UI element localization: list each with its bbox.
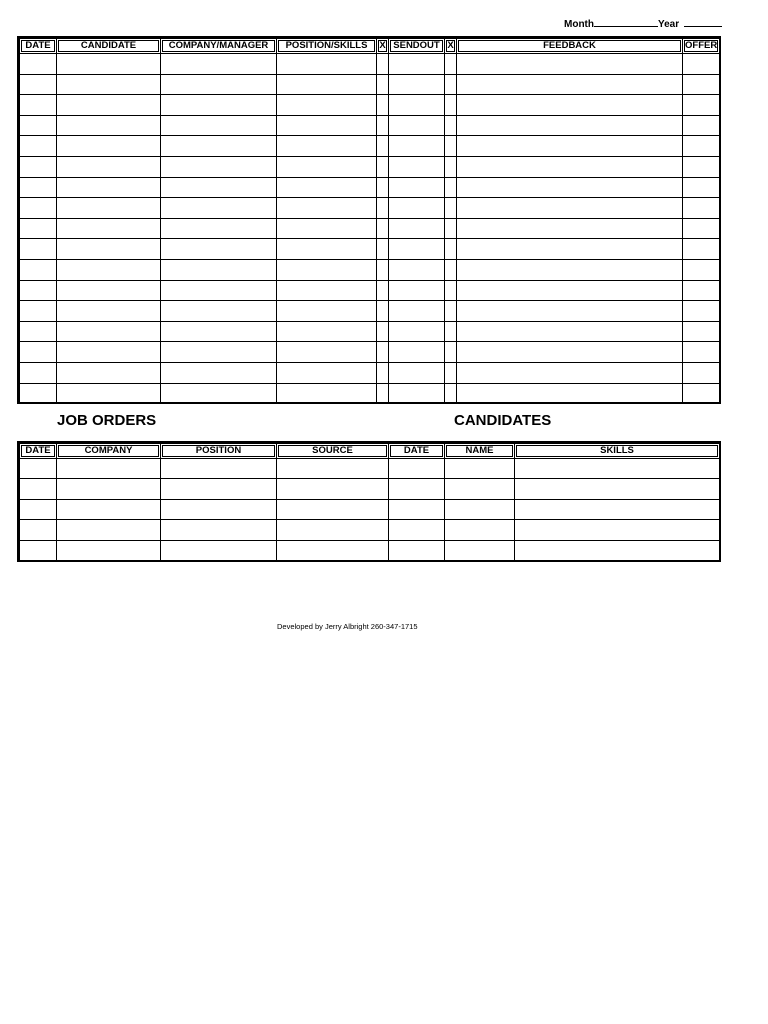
year-label: Year (658, 19, 680, 30)
table-cell[interactable] (377, 218, 389, 239)
table-cell[interactable] (377, 342, 389, 363)
table-cell[interactable] (20, 115, 57, 136)
column-header-position: POSITION (161, 444, 277, 459)
table-cell[interactable] (683, 136, 720, 157)
table-cell[interactable] (457, 259, 683, 280)
table-cell[interactable] (161, 218, 277, 239)
table-cell[interactable] (445, 479, 515, 499)
table-cell[interactable] (57, 321, 161, 342)
table-cell[interactable] (683, 383, 720, 404)
table-cell[interactable] (277, 383, 377, 404)
table-row (20, 259, 720, 280)
table-row (20, 499, 720, 519)
table-cell[interactable] (683, 321, 720, 342)
table-cell[interactable] (161, 301, 277, 322)
table-cell[interactable] (389, 383, 445, 404)
table-cell[interactable] (445, 280, 457, 301)
table-cell[interactable] (445, 459, 515, 479)
footer-credit: Developed by Jerry Albright 260-347-1715 (277, 622, 418, 631)
table-row (20, 239, 720, 260)
table-cell[interactable] (20, 540, 57, 560)
table-cell[interactable] (57, 177, 161, 198)
month-field[interactable] (594, 17, 658, 27)
table-cell[interactable] (457, 177, 683, 198)
table-row (20, 479, 720, 499)
table-cell[interactable] (161, 136, 277, 157)
column-header-company-manager: COMPANY/MANAGER (161, 39, 277, 54)
table-row (20, 321, 720, 342)
table-cell[interactable] (161, 54, 277, 75)
table-cell[interactable] (377, 115, 389, 136)
table-cell[interactable] (57, 520, 161, 540)
table-cell[interactable] (277, 321, 377, 342)
table-cell[interactable] (445, 54, 457, 75)
table-cell[interactable] (20, 383, 57, 404)
table-row (20, 218, 720, 239)
table-cell[interactable] (20, 479, 57, 499)
table-cell[interactable] (683, 342, 720, 363)
table-cell[interactable] (161, 239, 277, 260)
table-cell[interactable] (161, 74, 277, 95)
table-cell[interactable] (445, 540, 515, 560)
table-cell[interactable] (683, 301, 720, 322)
table-row (20, 280, 720, 301)
table-cell[interactable] (277, 198, 377, 219)
table-cell[interactable] (57, 301, 161, 322)
table-cell[interactable] (683, 280, 720, 301)
table-cell[interactable] (445, 342, 457, 363)
table-cell[interactable] (57, 459, 161, 479)
table-cell[interactable] (389, 362, 445, 383)
table-cell[interactable] (20, 95, 57, 116)
tracking-header-row (20, 39, 720, 54)
table-cell[interactable] (377, 321, 389, 342)
table-cell[interactable] (277, 301, 377, 322)
column-header-order-date: DATE (20, 444, 57, 459)
column-header-company: COMPANY (57, 444, 161, 459)
table-cell[interactable] (57, 239, 161, 260)
table-cell[interactable] (445, 95, 457, 116)
table-cell[interactable] (277, 136, 377, 157)
table-cell[interactable] (389, 95, 445, 116)
table-cell[interactable] (57, 342, 161, 363)
table-cell[interactable] (377, 280, 389, 301)
table-cell[interactable] (515, 520, 720, 540)
table-cell[interactable] (377, 156, 389, 177)
table-cell[interactable] (389, 342, 445, 363)
table-cell[interactable] (389, 459, 445, 479)
column-header-x-1: X (377, 39, 389, 54)
column-header-name: NAME (445, 444, 515, 459)
table-cell[interactable] (389, 177, 445, 198)
orders-table-body (20, 459, 720, 561)
table-cell[interactable] (445, 383, 457, 404)
table-cell[interactable] (57, 218, 161, 239)
table-cell[interactable] (683, 177, 720, 198)
table-row (20, 95, 720, 116)
table-cell[interactable] (161, 459, 277, 479)
table-cell[interactable] (377, 177, 389, 198)
table-cell[interactable] (20, 218, 57, 239)
table-cell[interactable] (277, 540, 389, 560)
table-cell[interactable] (445, 198, 457, 219)
table-cell[interactable] (389, 259, 445, 280)
column-header-date: DATE (20, 39, 57, 54)
table-cell[interactable] (57, 362, 161, 383)
table-cell[interactable] (445, 115, 457, 136)
table-cell[interactable] (389, 499, 445, 519)
table-cell[interactable] (457, 342, 683, 363)
table-cell[interactable] (161, 156, 277, 177)
table-cell[interactable] (389, 115, 445, 136)
table-cell[interactable] (377, 239, 389, 260)
table-cell[interactable] (683, 218, 720, 239)
table-cell[interactable] (389, 218, 445, 239)
table-cell[interactable] (161, 280, 277, 301)
table-cell[interactable] (457, 321, 683, 342)
table-cell[interactable] (20, 239, 57, 260)
table-cell[interactable] (683, 239, 720, 260)
table-cell[interactable] (20, 198, 57, 219)
month-label: Month (564, 19, 594, 30)
table-cell[interactable] (445, 499, 515, 519)
table-cell[interactable] (445, 259, 457, 280)
table-cell[interactable] (57, 136, 161, 157)
table-cell[interactable] (277, 362, 377, 383)
table-cell[interactable] (445, 301, 457, 322)
table-cell[interactable] (161, 177, 277, 198)
table-cell[interactable] (57, 95, 161, 116)
table-cell[interactable] (445, 74, 457, 95)
table-cell[interactable] (20, 177, 57, 198)
table-cell[interactable] (457, 115, 683, 136)
tracking-table (19, 38, 720, 404)
table-cell[interactable] (20, 280, 57, 301)
table-cell[interactable] (277, 259, 377, 280)
table-cell[interactable] (389, 540, 445, 560)
orders-header-row (20, 444, 720, 459)
table-row (20, 383, 720, 404)
table-cell[interactable] (20, 259, 57, 280)
table-cell[interactable] (389, 239, 445, 260)
table-row (20, 54, 720, 75)
table-row (20, 198, 720, 219)
table-cell[interactable] (277, 177, 377, 198)
table-cell[interactable] (377, 74, 389, 95)
table-cell[interactable] (515, 459, 720, 479)
table-row (20, 342, 720, 363)
table-cell[interactable] (161, 383, 277, 404)
table-cell[interactable] (457, 218, 683, 239)
table-cell[interactable] (57, 198, 161, 219)
table-row (20, 74, 720, 95)
table-cell[interactable] (389, 479, 445, 499)
table-cell[interactable] (377, 136, 389, 157)
table-cell[interactable] (389, 280, 445, 301)
orders-table-frame (17, 441, 721, 562)
table-row (20, 540, 720, 560)
table-cell[interactable] (277, 74, 377, 95)
table-cell[interactable] (277, 218, 377, 239)
table-cell[interactable] (57, 479, 161, 499)
table-cell[interactable] (445, 177, 457, 198)
column-header-offer: OFFER (683, 39, 720, 54)
table-cell[interactable] (161, 321, 277, 342)
table-row (20, 362, 720, 383)
table-cell[interactable] (445, 218, 457, 239)
table-cell[interactable] (20, 321, 57, 342)
table-row (20, 156, 720, 177)
table-cell[interactable] (683, 156, 720, 177)
table-cell[interactable] (457, 362, 683, 383)
table-cell[interactable] (445, 156, 457, 177)
table-cell[interactable] (277, 156, 377, 177)
table-cell[interactable] (457, 280, 683, 301)
table-cell[interactable] (277, 520, 389, 540)
table-row (20, 520, 720, 540)
column-header-source: SOURCE (277, 444, 389, 459)
table-cell[interactable] (277, 280, 377, 301)
table-cell[interactable] (683, 362, 720, 383)
table-cell[interactable] (377, 383, 389, 404)
table-cell[interactable] (377, 362, 389, 383)
table-cell[interactable] (57, 383, 161, 404)
table-cell[interactable] (277, 115, 377, 136)
column-header-candidate-date: DATE (389, 444, 445, 459)
column-header-feedback: FEEDBACK (457, 39, 683, 54)
table-cell[interactable] (161, 115, 277, 136)
table-cell[interactable] (277, 499, 389, 519)
table-cell[interactable] (457, 136, 683, 157)
orders-candidates-table (19, 443, 720, 561)
table-cell[interactable] (389, 54, 445, 75)
table-cell[interactable] (57, 499, 161, 519)
table-cell[interactable] (377, 301, 389, 322)
table-cell[interactable] (389, 74, 445, 95)
table-cell[interactable] (389, 156, 445, 177)
table-cell[interactable] (277, 479, 389, 499)
table-cell[interactable] (457, 74, 683, 95)
table-cell[interactable] (457, 54, 683, 75)
table-cell[interactable] (277, 54, 377, 75)
table-cell[interactable] (20, 362, 57, 383)
table-row (20, 301, 720, 322)
table-cell[interactable] (161, 95, 277, 116)
column-header-sendout: SENDOUT (389, 39, 445, 54)
table-cell[interactable] (277, 95, 377, 116)
table-cell[interactable] (277, 459, 389, 479)
table-cell[interactable] (57, 540, 161, 560)
table-cell[interactable] (161, 499, 277, 519)
table-cell[interactable] (20, 54, 57, 75)
table-cell[interactable] (20, 74, 57, 95)
table-cell[interactable] (377, 259, 389, 280)
table-cell[interactable] (20, 520, 57, 540)
table-cell[interactable] (57, 156, 161, 177)
table-cell[interactable] (57, 115, 161, 136)
table-cell[interactable] (457, 239, 683, 260)
table-row (20, 136, 720, 157)
table-cell[interactable] (20, 156, 57, 177)
table-cell[interactable] (20, 459, 57, 479)
table-cell[interactable] (20, 301, 57, 322)
table-cell[interactable] (445, 362, 457, 383)
table-cell[interactable] (389, 198, 445, 219)
table-cell[interactable] (389, 301, 445, 322)
table-cell[interactable] (377, 54, 389, 75)
table-row (20, 115, 720, 136)
table-row (20, 459, 720, 479)
table-cell[interactable] (457, 156, 683, 177)
table-cell[interactable] (57, 280, 161, 301)
column-header-x-2: X (445, 39, 457, 54)
table-cell[interactable] (277, 239, 377, 260)
table-cell[interactable] (457, 383, 683, 404)
tracking-table-frame (17, 36, 721, 404)
table-cell[interactable] (161, 479, 277, 499)
candidates-title: CANDIDATES (454, 412, 552, 429)
table-cell[interactable] (445, 321, 457, 342)
table-cell[interactable] (377, 198, 389, 219)
table-cell[interactable] (161, 342, 277, 363)
table-cell[interactable] (161, 362, 277, 383)
table-cell[interactable] (389, 520, 445, 540)
table-cell[interactable] (683, 115, 720, 136)
table-cell[interactable] (161, 520, 277, 540)
table-cell[interactable] (683, 74, 720, 95)
table-row (20, 177, 720, 198)
table-cell[interactable] (57, 259, 161, 280)
column-header-candidate: CANDIDATE (57, 39, 161, 54)
column-header-skills: SKILLS (515, 444, 720, 459)
table-cell[interactable] (20, 499, 57, 519)
table-cell[interactable] (445, 239, 457, 260)
table-cell[interactable] (683, 259, 720, 280)
table-cell[interactable] (445, 136, 457, 157)
table-cell[interactable] (20, 342, 57, 363)
table-cell[interactable] (445, 520, 515, 540)
tracking-table-body (20, 54, 720, 404)
table-cell[interactable] (20, 136, 57, 157)
table-cell[interactable] (161, 259, 277, 280)
table-cell[interactable] (515, 479, 720, 499)
table-cell[interactable] (377, 95, 389, 116)
table-cell[interactable] (277, 342, 377, 363)
table-cell[interactable] (457, 95, 683, 116)
table-cell[interactable] (683, 95, 720, 116)
job-orders-title: JOB ORDERS (57, 412, 157, 429)
table-cell[interactable] (161, 540, 277, 560)
table-cell[interactable] (457, 301, 683, 322)
table-cell[interactable] (57, 54, 161, 75)
column-header-position-skills: POSITION/SKILLS (277, 39, 377, 54)
table-cell[interactable] (683, 54, 720, 75)
table-cell[interactable] (161, 198, 277, 219)
table-cell[interactable] (389, 136, 445, 157)
table-cell[interactable] (457, 198, 683, 219)
table-cell[interactable] (683, 198, 720, 219)
year-field[interactable] (684, 17, 722, 27)
month-year-header (564, 17, 722, 30)
table-cell[interactable] (389, 321, 445, 342)
table-cell[interactable] (515, 540, 720, 560)
table-cell[interactable] (515, 499, 720, 519)
table-cell[interactable] (57, 74, 161, 95)
